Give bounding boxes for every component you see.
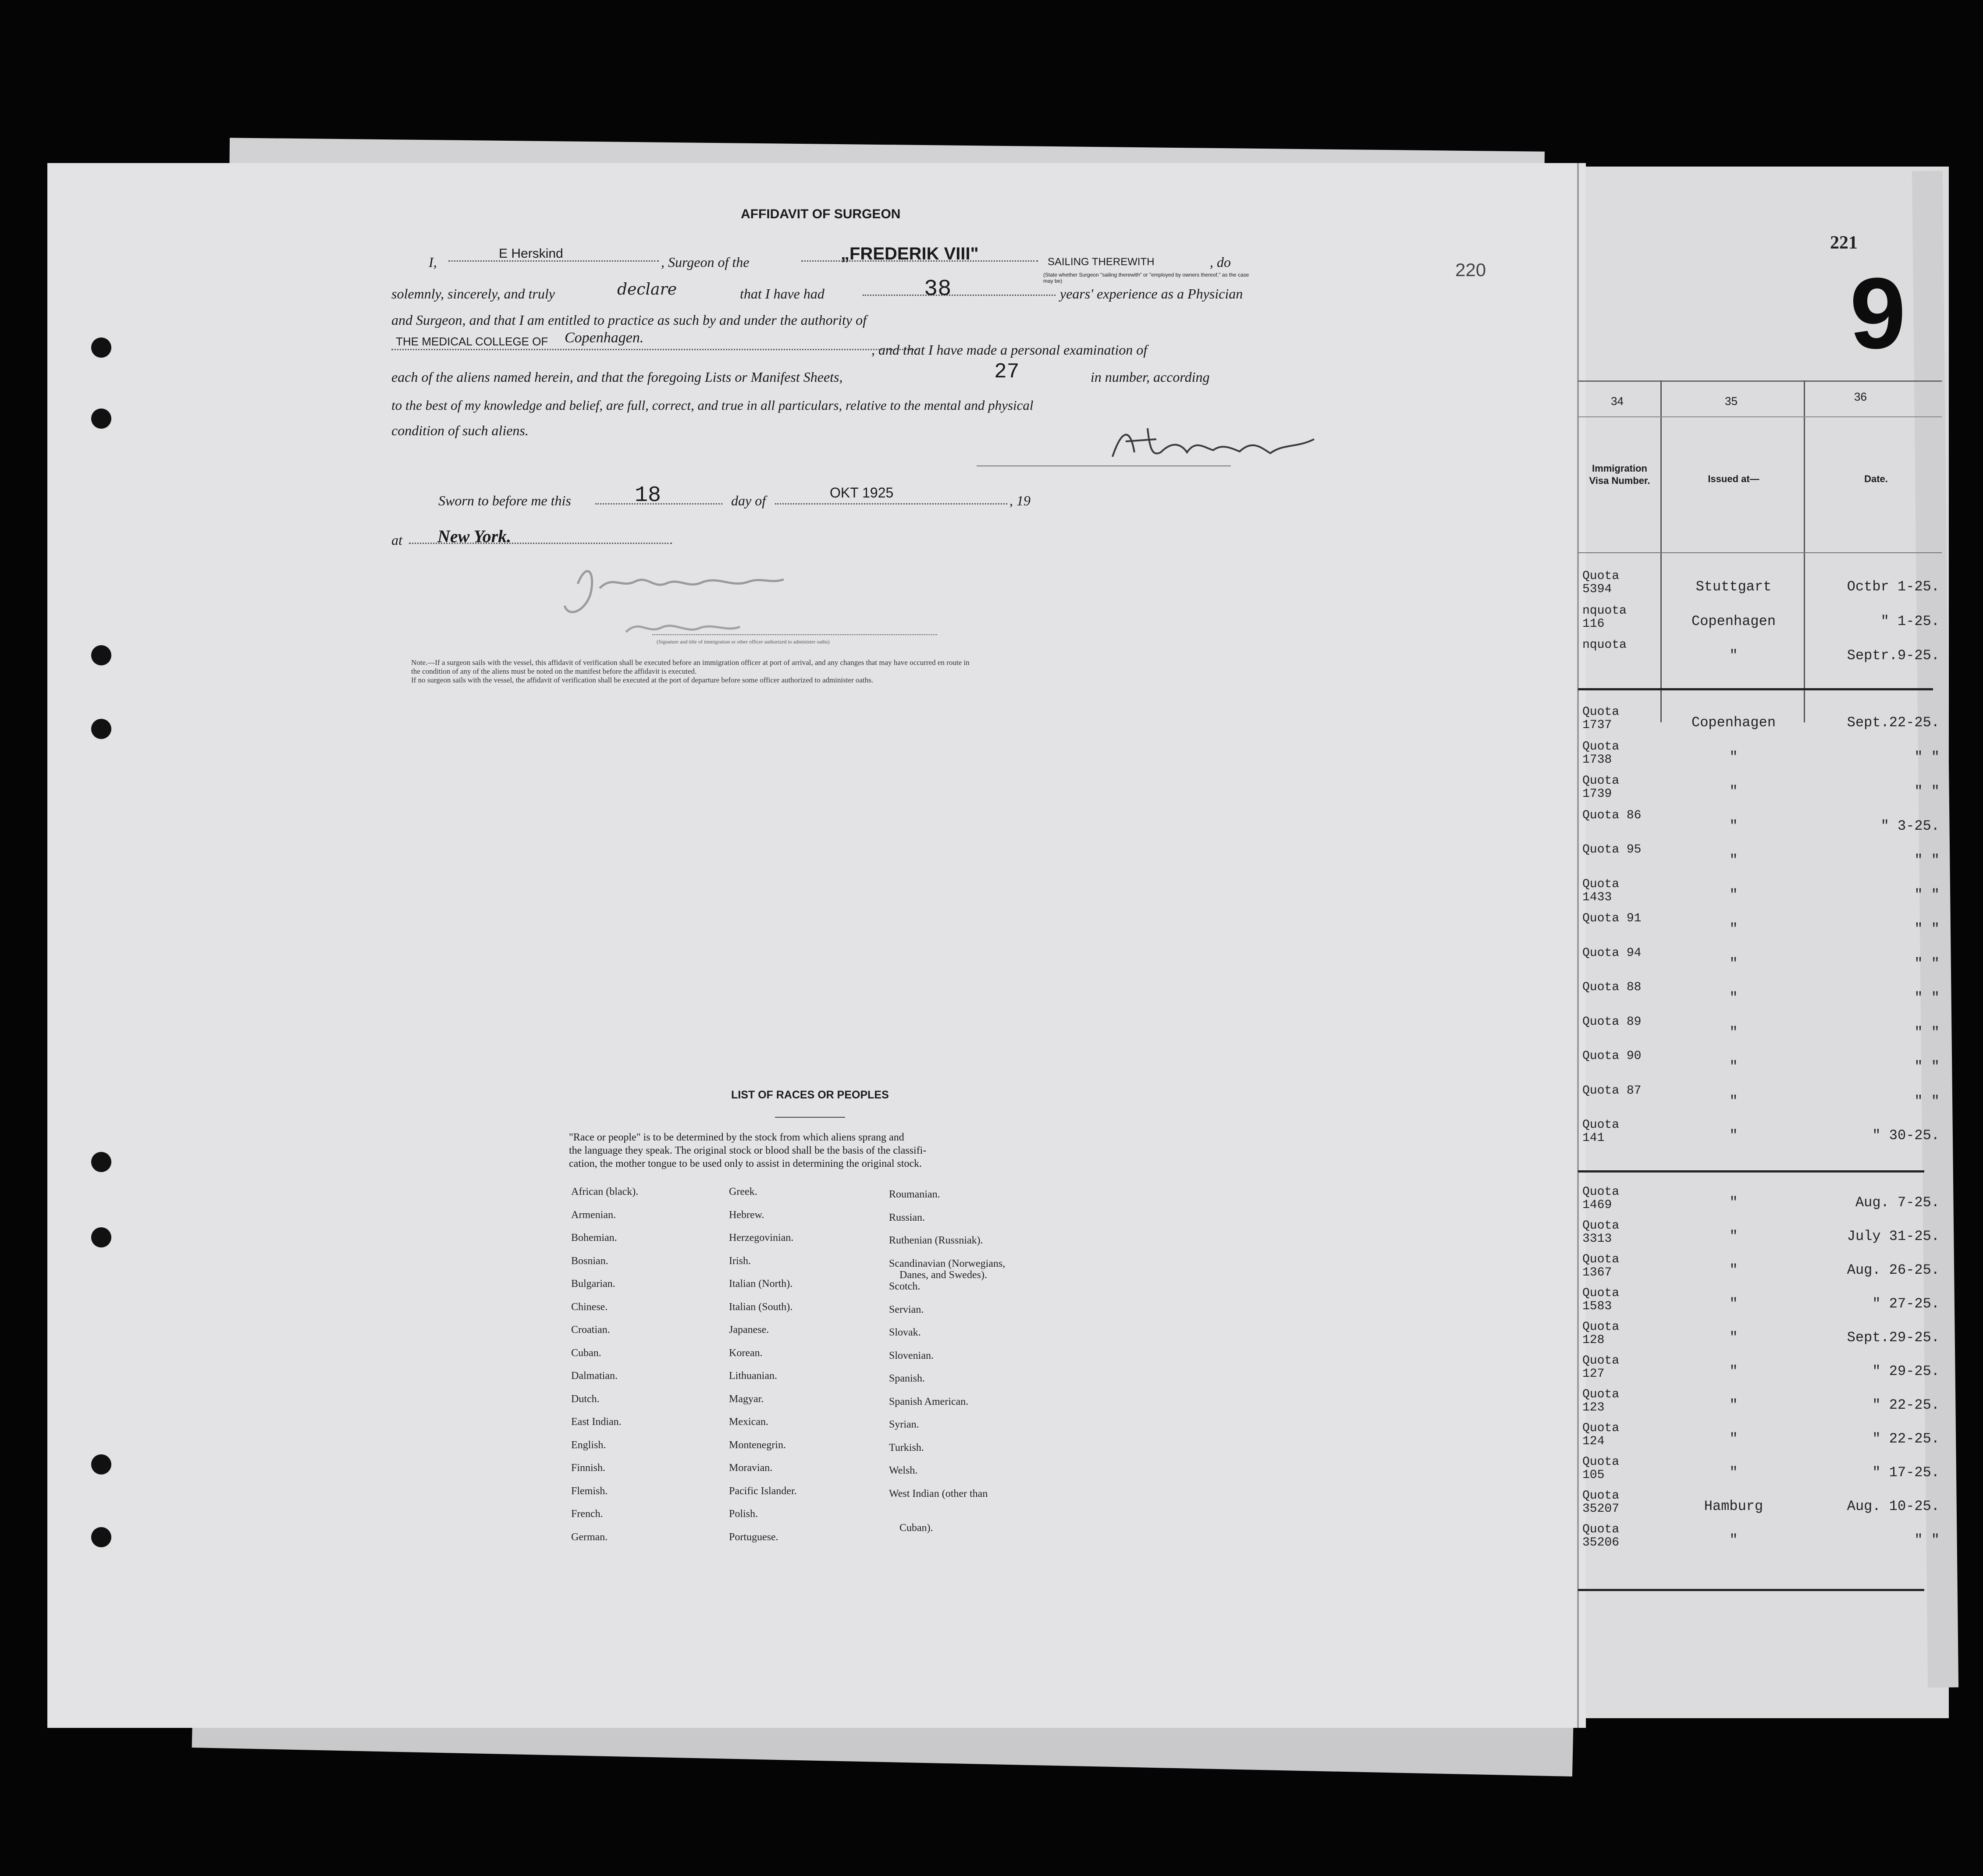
visa-number-cell: Quota 89	[1582, 1015, 1642, 1029]
date-cell: Septr.9-25.	[1847, 647, 1940, 664]
visa-number-cell: Quota 5394	[1582, 569, 1620, 596]
visa-number-cell: Quota 1737	[1582, 705, 1620, 732]
vessel-name: „FREDERIK VIII"	[841, 244, 979, 263]
race-item: Bulgarian.	[571, 1278, 615, 1290]
race-item: German.	[571, 1531, 608, 1543]
issued-at-cell: "	[1729, 852, 1738, 868]
race-item: Mexican.	[729, 1416, 768, 1428]
date-cell: " 22-25.	[1872, 1397, 1940, 1413]
race-item: Slovenian.	[889, 1350, 934, 1361]
race-item: Japanese.	[729, 1324, 769, 1336]
race-item: Bohemian.	[571, 1232, 617, 1244]
date-cell: " "	[1914, 990, 1940, 1006]
race-item: Turkish.	[889, 1442, 924, 1453]
race-item: Spanish.	[889, 1373, 925, 1384]
race-item: Slovak.	[889, 1327, 921, 1338]
date-cell: " "	[1914, 955, 1940, 972]
issued-at-cell: "	[1729, 1059, 1738, 1075]
sworn-day: 18	[635, 483, 661, 508]
line2-end: years' experience as a Physician	[1060, 286, 1243, 302]
authority-city: Copenhagen.	[565, 330, 644, 346]
line1-end: , do	[1210, 254, 1231, 270]
visa-number-cell: Quota 88	[1582, 981, 1642, 994]
affidavit-page	[47, 163, 1586, 1728]
race-item: Flemish.	[571, 1485, 608, 1497]
sworn-date: OKT 1925	[830, 485, 894, 501]
visa-number-cell: Quota 124	[1582, 1421, 1620, 1448]
page-number-right: 221	[1830, 233, 1858, 253]
line2-prefix: solemnly, sincerely, and truly	[391, 286, 555, 302]
page-number-left: 220	[1455, 259, 1486, 280]
race-item: African (black).	[571, 1186, 639, 1197]
visa-number-cell: Quota 3313	[1582, 1219, 1620, 1246]
races-intro-1: "Race or people" is to be determined by the stock from which aliens sprang and	[569, 1132, 904, 1143]
race-item: Pacific Islander.	[729, 1485, 797, 1497]
date-cell: " "	[1914, 852, 1940, 868]
date-cell: " 29-25.	[1872, 1363, 1940, 1379]
race-item: Moravian.	[729, 1462, 773, 1474]
visa-number-cell: Quota 35206	[1582, 1523, 1620, 1549]
races-intro-3: cation, the mother tongue to be used only to assist in determining the original stock.	[569, 1158, 922, 1169]
date-cell: " 17-25.	[1872, 1464, 1940, 1481]
issued-at-cell: Copenhagen	[1691, 613, 1776, 629]
at-prefix: at	[391, 532, 402, 548]
sailing-status: SAILING THEREWITH	[1048, 256, 1155, 268]
visa-number-cell: Quota 141	[1582, 1118, 1620, 1145]
race-item: Dutch.	[571, 1393, 600, 1405]
race-item: Irish.	[729, 1255, 751, 1267]
line4-end: , and that I have made a personal examination of	[871, 342, 1148, 358]
issued-at-cell: "	[1729, 1194, 1738, 1211]
race-item: Finnish.	[571, 1462, 606, 1474]
punch-hole	[91, 1454, 111, 1475]
race-item: Welsh.	[889, 1465, 918, 1476]
issued-at-cell: "	[1729, 817, 1738, 834]
visa-number-cell: Quota 95	[1582, 843, 1642, 856]
visa-number-cell: Quota 86	[1582, 808, 1642, 822]
visa-number-cell: Quota 105	[1582, 1455, 1620, 1482]
issued-at-cell: "	[1729, 1127, 1738, 1144]
race-item: Hebrew.	[729, 1209, 764, 1221]
visa-number-cell: Quota 1583	[1582, 1286, 1620, 1313]
issued-at-cell: "	[1729, 1296, 1738, 1312]
race-item: Chinese.	[571, 1301, 608, 1313]
visa-number-cell: Quota 123	[1582, 1388, 1620, 1414]
race-item: Montenegrin.	[729, 1439, 786, 1451]
date-cell: " 1-25.	[1880, 613, 1940, 629]
at-place: New York.	[437, 526, 512, 546]
sworn-year-suffix: , 19	[1009, 493, 1031, 508]
date-cell: " 30-25.	[1872, 1127, 1940, 1144]
visa-number-cell: Quota 1469	[1582, 1185, 1620, 1212]
issued-at-cell: "	[1729, 1093, 1738, 1109]
race-item: French.	[571, 1508, 603, 1520]
visa-number-cell: Quota 35207	[1582, 1489, 1620, 1516]
visa-number-cell: Quota 1367	[1582, 1253, 1620, 1279]
races-intro-2: the language they speak. The original stock or blood shall be the basis of the classifi-	[569, 1145, 927, 1156]
issued-at-cell: "	[1729, 1431, 1738, 1447]
line5-end: in number, according	[1091, 369, 1210, 385]
date-cell: Aug. 10-25.	[1847, 1498, 1940, 1514]
race-item: English.	[571, 1439, 606, 1451]
race-item: Scandinavian (Norwegians,	[889, 1258, 1006, 1269]
visa-number-cell: Quota 1739	[1582, 774, 1620, 801]
race-item: Magyar.	[729, 1393, 764, 1405]
race-item: Herzegovinian.	[729, 1232, 794, 1244]
issued-at-cell: Hamburg	[1704, 1498, 1763, 1514]
col-num-36: 36	[1854, 390, 1867, 403]
punch-hole	[91, 338, 111, 358]
sailing-note: (State whether Surgeon "sailing therewith" or "employed by owners thereof," as the case may be)	[1043, 272, 1249, 284]
issued-at-cell: Stuttgart	[1695, 579, 1772, 595]
issued-at-cell: "	[1729, 1464, 1738, 1481]
date-cell: Octbr 1-25.	[1847, 579, 1940, 595]
line3: and Surgeon, and that I am entitled to practice as such by and under the authority of	[391, 312, 867, 328]
visa-number-cell: Quota 128	[1582, 1320, 1620, 1347]
race-item: Danes, and Swedes).	[899, 1269, 987, 1281]
punch-hole	[91, 719, 111, 739]
race-item: Polish.	[729, 1508, 758, 1520]
authority-printed: THE MEDICAL COLLEGE OF	[396, 335, 548, 348]
note-line-2: the condition of any of the aliens must be noted on the manifest before the affidavit is executed.	[411, 667, 697, 675]
line6: to the best of my knowledge and belief, are full, correct, and true in all particulars, relative to the mental and physical	[391, 398, 1034, 413]
punch-hole	[91, 1227, 111, 1247]
manifest-rows	[1560, 167, 1946, 1718]
visa-number-cell: Quota 91	[1582, 912, 1642, 925]
race-item: Bosnian.	[571, 1255, 608, 1267]
date-cell: " "	[1914, 886, 1940, 903]
race-item: West Indian (other than	[889, 1488, 988, 1499]
sworn-day-mid: day of	[731, 493, 766, 508]
issued-at-cell: "	[1729, 1262, 1738, 1278]
race-item: Dalmatian.	[571, 1370, 618, 1382]
issued-at-cell: "	[1729, 1329, 1738, 1346]
sworn-prefix: Sworn to before me this	[438, 493, 571, 508]
issued-at-cell: "	[1729, 1397, 1738, 1413]
visa-number-cell: Quota 1738	[1582, 739, 1620, 767]
header-issued-at: Issued at—	[1708, 473, 1759, 484]
col-num-34: 34	[1611, 394, 1624, 408]
races-title: LIST OF RACES OR PEOPLES	[731, 1089, 889, 1101]
date-cell: " "	[1914, 749, 1940, 765]
punch-hole	[91, 1527, 111, 1547]
race-item: Spanish American.	[889, 1396, 969, 1407]
punch-hole	[91, 645, 111, 665]
sheet-number: 9	[1850, 257, 1906, 370]
note-line-3: If no surgeon sails with the vessel, the affidavit of verification shall be executed at the port of departure before some officer authorized to administer oaths.	[411, 676, 874, 684]
date-cell: " "	[1914, 1093, 1940, 1109]
race-item: East Indian.	[571, 1416, 622, 1428]
race-item: Armenian.	[571, 1209, 616, 1221]
race-item: Ruthenian (Russniak).	[889, 1235, 983, 1246]
date-cell: Sept.22-25.	[1847, 714, 1940, 731]
race-item: Greek.	[729, 1186, 757, 1197]
issued-at-cell: "	[1729, 886, 1738, 903]
punch-hole	[91, 1152, 111, 1172]
issued-at-cell: "	[1729, 1532, 1738, 1548]
date-cell: " "	[1914, 1024, 1940, 1041]
surgeon-signature	[1108, 422, 1336, 470]
race-item: Cuban).	[899, 1522, 933, 1534]
header-visa-number: Immigration Visa Number.	[1589, 463, 1650, 486]
surgeon-name: E Herskind	[499, 246, 563, 261]
date-cell: " "	[1914, 1059, 1940, 1075]
race-item: Lithuanian.	[729, 1370, 777, 1382]
date-cell: " 22-25.	[1872, 1431, 1940, 1447]
race-item: Cuban.	[571, 1347, 601, 1359]
race-item: Servian.	[889, 1304, 924, 1315]
date-cell: " 27-25.	[1872, 1296, 1940, 1312]
race-item: Korean.	[729, 1347, 763, 1359]
visa-number-cell: nquota 116	[1582, 604, 1627, 631]
visa-number-cell: Quota 87	[1582, 1084, 1642, 1098]
punch-hole	[91, 409, 111, 429]
line5-prefix: each of the aliens named herein, and that the foregoing Lists or Manifest Sheets,	[391, 369, 843, 385]
visa-number-cell: Quota 94	[1582, 946, 1642, 960]
officer-caption: (Signature and title of immigration or other officer authorized to administer oaths)	[657, 639, 830, 645]
race-item: Italian (South).	[729, 1301, 793, 1313]
race-item: Roumanian.	[889, 1189, 940, 1200]
issued-at-cell: "	[1729, 749, 1738, 765]
issued-at-cell: "	[1729, 921, 1738, 937]
years-experience: 38	[924, 276, 952, 302]
race-item: Scotch.	[889, 1281, 920, 1292]
sheet-count: 27	[994, 360, 1020, 384]
issued-at-cell: Copenhagen	[1691, 714, 1776, 731]
date-cell: Aug. 26-25.	[1847, 1262, 1940, 1278]
visa-number-cell: Quota 1433	[1582, 877, 1620, 904]
issued-at-cell: "	[1729, 783, 1738, 799]
issued-at-cell: "	[1729, 1024, 1738, 1041]
race-item: Italian (North).	[729, 1278, 793, 1290]
header-date: Date.	[1864, 473, 1888, 484]
date-cell: " "	[1914, 783, 1940, 799]
race-item: Croatian.	[571, 1324, 610, 1336]
line7: condition of such aliens.	[391, 423, 529, 438]
date-cell: July 31-25.	[1847, 1228, 1940, 1244]
race-item: Portuguese.	[729, 1531, 778, 1543]
date-cell: Sept.29-25.	[1847, 1329, 1940, 1346]
date-cell: " "	[1914, 1532, 1940, 1548]
col-num-35: 35	[1725, 394, 1738, 408]
date-cell: " 3-25.	[1880, 817, 1940, 834]
visa-number-cell: Quota 127	[1582, 1354, 1620, 1381]
note-line-1: Note.—If a surgeon sails with the vessel, this affidavit of verification shall be executed before an immigration officer at port of arrival, and any changes that may have occurred en route in	[411, 658, 970, 667]
line2-mid: that I have had	[740, 286, 824, 302]
issued-at-cell: "	[1729, 990, 1738, 1006]
issued-at-cell: "	[1729, 647, 1738, 664]
manifest-table	[1560, 167, 1946, 1718]
date-cell: " "	[1914, 921, 1940, 937]
line1-prefix: I,	[429, 254, 437, 270]
race-item: Russian.	[889, 1212, 925, 1223]
issued-at-cell: "	[1729, 1363, 1738, 1379]
declare-word: declare	[617, 281, 677, 298]
race-item: Syrian.	[889, 1419, 919, 1430]
issued-at-cell: "	[1729, 1228, 1738, 1244]
visa-number-cell: Quota 90	[1582, 1049, 1642, 1063]
date-cell: Aug. 7-25.	[1855, 1194, 1940, 1211]
issued-at-cell: "	[1729, 955, 1738, 972]
officer-signature	[560, 558, 788, 645]
line1-mid: , Surgeon of the	[661, 254, 750, 270]
affidavit-title: AFFIDAVIT OF SURGEON	[741, 207, 901, 221]
visa-number-cell: nquota	[1582, 638, 1627, 652]
